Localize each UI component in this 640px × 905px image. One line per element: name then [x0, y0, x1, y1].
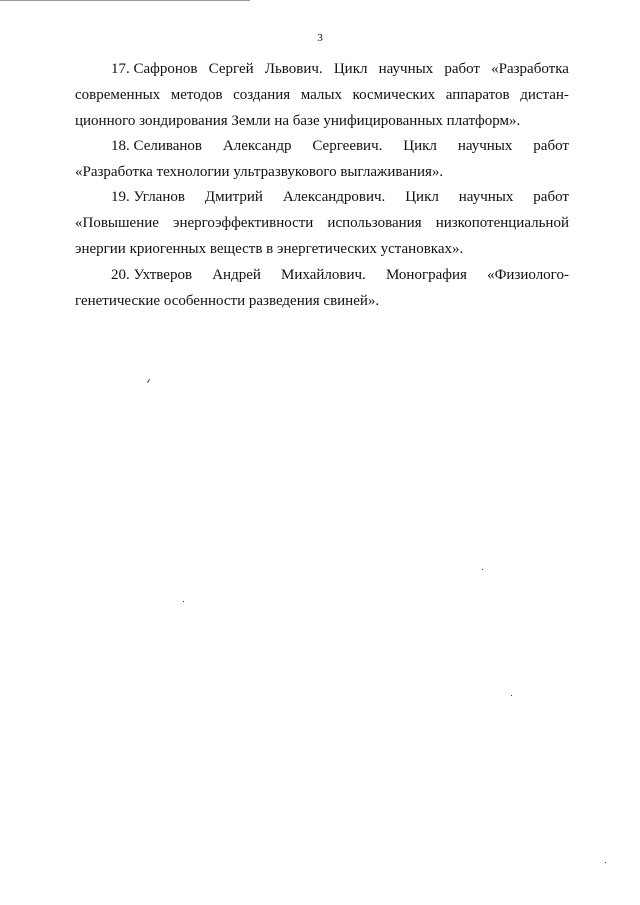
paragraph-item-18 [75, 133, 569, 185]
word: низкопотенциальной [435, 215, 569, 231]
scan-speck [482, 569, 483, 570]
word: Львович. [264, 61, 323, 77]
page-number: 3 [317, 32, 323, 44]
word: дистан- [520, 87, 569, 103]
line-text: энергии криогенных веществ в энергетических установках». [75, 241, 464, 257]
word: создания [233, 87, 291, 103]
word: энергоэффективности [173, 215, 314, 231]
word: Андрей [212, 267, 261, 283]
text-line [75, 82, 569, 108]
text-line [75, 133, 569, 159]
line-text: «Разработка технологии ультразвукового выглаживания». [75, 164, 444, 180]
scan-top-edge-line [0, 0, 250, 1]
word: Александр [222, 138, 292, 154]
text-line [75, 210, 569, 236]
word: методов [170, 87, 223, 103]
word: работ [533, 138, 569, 154]
word: современных [75, 87, 161, 103]
text-line [75, 108, 569, 134]
paragraph-item-20 [75, 262, 569, 314]
word: научных [378, 61, 434, 77]
text-line [75, 288, 569, 314]
word: Сергеевич. [312, 138, 383, 154]
word: 18. Селиванов [111, 138, 203, 154]
word: Сергей [208, 61, 254, 77]
line-text: ционного зондирования Земли на базе унифицированных платформ». [75, 113, 521, 129]
text-line [75, 159, 569, 185]
word: научных [458, 189, 514, 205]
word: космических [352, 87, 436, 103]
word: 20. Ухтверов [111, 267, 193, 283]
word: научных [457, 138, 513, 154]
word: работ [533, 189, 569, 205]
word: «Разработка [491, 61, 569, 77]
word: «Физиолого- [487, 267, 569, 283]
word: 17. Сафронов [111, 61, 198, 77]
text-line [75, 236, 569, 262]
word: Цикл [403, 138, 437, 154]
scan-speck [147, 379, 150, 383]
paragraph-item-19 [75, 184, 569, 262]
word: использования [327, 215, 422, 231]
word: Дмитрий [204, 189, 263, 205]
scan-speck [511, 695, 512, 696]
word: Монография [385, 267, 467, 283]
word: Цикл [333, 61, 368, 77]
text-line [75, 184, 569, 210]
paragraph-item-17 [75, 56, 569, 134]
line-text: генетические особенности разведения свиней». [75, 293, 380, 309]
scan-speck [183, 601, 184, 602]
word: аппаратов [445, 87, 510, 103]
word: Михайлович. [281, 267, 366, 283]
word: малых [300, 87, 342, 103]
word: работ [444, 61, 480, 77]
word: Александрович. [282, 189, 386, 205]
word: Цикл [405, 189, 439, 205]
word: «Повышение [75, 215, 159, 231]
text-line [75, 262, 569, 288]
text-line [75, 56, 569, 82]
word: 19. Угланов [111, 189, 185, 205]
scan-speck [605, 862, 606, 863]
